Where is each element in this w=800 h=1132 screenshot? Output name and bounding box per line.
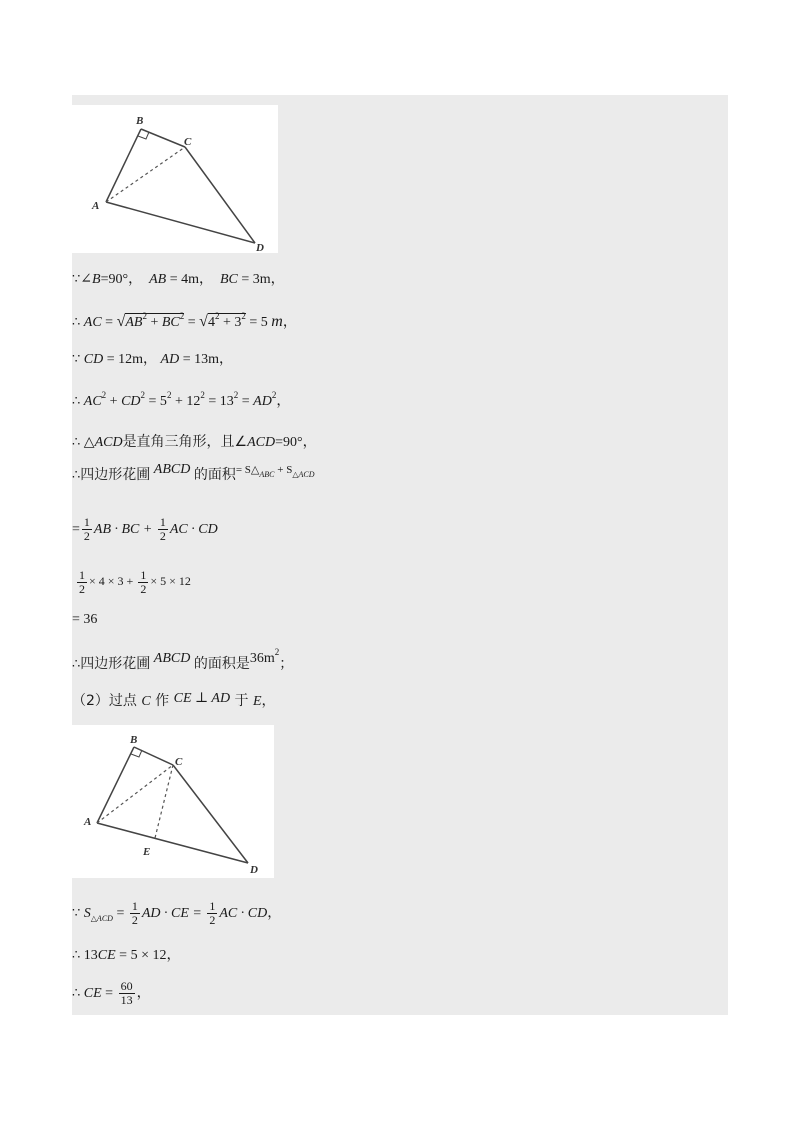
text: = 5 × 12， [115,948,181,963]
numerator: 1 [79,567,85,582]
exp: 2 [214,311,220,321]
text: = 3m， [237,272,285,287]
line-10 [72,648,293,675]
var: C [141,694,151,709]
label-c: C [184,136,192,148]
text: ， [282,315,297,330]
text: = S△ [235,464,260,476]
figure-1-svg [72,105,278,253]
text: 是直角三角形，且∠ [122,434,248,450]
diagonal-ac [97,765,173,823]
content-panel [72,95,728,1015]
line-9 [72,610,97,630]
text: × 5 × 12 [150,574,191,588]
line-14 [72,976,151,1012]
expression: AC · CD [219,906,268,921]
text: = 12m， [103,352,158,367]
text: 作 [150,693,174,709]
exp: 2 [166,390,172,400]
denominator: 2 [131,913,138,928]
var: ACD [247,435,276,450]
var: AB [125,315,143,330]
subscript: ABC [259,470,275,479]
figure-2-svg [72,725,274,878]
side-ab [97,747,134,823]
fraction [138,569,148,596]
denominator: 2 [209,913,216,928]
sqrt-sign: √ [199,313,208,330]
line-13 [72,946,180,966]
triangle-symbol: △ [83,435,95,450]
text: = [184,315,200,330]
text: 四边形花圃 [80,467,151,483]
text: （2）过点 [72,693,142,709]
angle-symbol: ∠ [80,272,93,287]
label-b: B [130,734,138,746]
expression: AC · CD [169,522,218,537]
exp: 2 [101,390,107,400]
side-cd [173,765,248,863]
exp: 2 [241,311,246,321]
exp: 2 [142,311,147,321]
text: = [112,906,128,921]
numerator: 1 [140,567,147,582]
text: = 36 [72,612,98,627]
therefore-symbol: ∴ [72,657,81,672]
line-6 [72,462,315,491]
exp: 2 [274,647,280,657]
text: ， [261,694,276,709]
text: =90°， [275,435,317,450]
var: AC [83,394,102,409]
text: + [106,394,122,409]
text: ， [267,906,282,921]
because-symbol: ∵ [72,272,81,287]
line-11 [72,691,276,712]
denominator: 2 [83,529,90,544]
numerator: 1 [209,899,216,914]
text: 4 [207,315,215,330]
numerator: 1 [159,515,166,530]
fraction [207,900,217,927]
label-d: D [250,864,258,876]
therefore-symbol: ∴ [72,986,81,1001]
denominator: 13 [120,993,133,1008]
line-7 [72,515,218,545]
label-c: C [175,756,183,768]
text: ， [136,986,151,1001]
var: CD [83,352,104,367]
denominator: 2 [79,581,85,596]
figure-quadrilateral-with-altitude [72,725,274,878]
radicand [208,313,246,330]
side-bc [141,129,185,147]
var: ACD [94,435,123,450]
numerator: 1 [131,899,138,914]
text: 四边形花圃 [80,656,151,672]
label-a: A [92,200,100,212]
unit: m [271,313,283,330]
denominator: 2 [140,581,147,596]
because-symbol: ∵ [72,906,81,921]
line-4 [72,385,290,412]
side-ab [106,129,141,202]
expression: AB · BC + [93,522,156,537]
var: ABCD [153,651,191,666]
sqrt-sign: √ [116,313,126,330]
expression: AD · CE = [141,906,206,921]
side-ad [106,202,255,243]
var: BC [161,315,180,330]
label-a: A [84,816,92,828]
fraction [158,516,168,543]
figure-quadrilateral [72,105,278,253]
text: = 5 [245,315,272,330]
fraction [130,900,140,927]
text: = 13m， [179,352,233,367]
text: 13 [83,948,98,963]
denominator: 2 [159,529,166,544]
var: AB [149,272,167,287]
line-8 [72,566,191,596]
var: AD [253,394,272,409]
var: CE [83,986,102,1001]
line-5 [72,432,317,453]
text: + S [274,464,293,476]
text: × 4 × 3 + [89,574,137,588]
expression: CE ⊥ AD [173,691,231,706]
text: + [146,315,162,330]
area-expression [235,464,315,479]
var: CE [97,948,116,963]
exp: 2 [200,390,205,400]
side-cd [185,147,255,243]
line-3 [72,350,233,370]
area-value [249,647,280,666]
subscript: △ACD [90,914,113,923]
subscript: △ACD [292,470,315,479]
exp: 2 [140,390,146,400]
side-ad [97,823,248,863]
line-2 [72,306,297,333]
altitude-ce [155,765,173,838]
therefore-symbol: ∴ [72,394,81,409]
exp: 2 [233,390,239,400]
text: 于 [230,693,253,709]
radicand [125,313,184,330]
text: = 4m， [166,272,213,287]
text: = [101,986,117,1001]
text: = [238,394,254,409]
therefore-symbol: ∴ [72,435,81,450]
text: = 13 [204,394,234,409]
text: 的面积 [193,467,236,483]
text: ； [279,657,294,672]
fraction [82,516,92,543]
numerator: 60 [120,979,133,994]
var: E [252,694,262,709]
text: 的面积是 [193,656,250,672]
var: CD [121,394,141,409]
text: + 12 [171,394,201,409]
diagonal-ac [106,147,185,202]
line-12 [72,899,281,934]
therefore-symbol: ∴ [72,948,81,963]
var: BC [219,272,238,287]
label-d: D [256,242,264,253]
fraction [119,980,135,1007]
var: B [92,272,101,287]
therefore-symbol: ∴ [72,468,81,483]
var: AC [83,315,102,330]
line-1 [72,270,285,290]
text: + 3 [219,315,242,330]
text: = [101,315,117,330]
text: = [72,522,80,537]
text: =90°， [100,272,143,287]
fraction [77,569,87,596]
label-b: B [136,115,144,127]
var: AD [160,352,180,367]
label-e: E [143,846,151,858]
therefore-symbol: ∴ [72,315,81,330]
text: ， [276,394,291,409]
numerator: 1 [83,515,90,530]
var: S [83,906,91,921]
text: 36m [249,651,275,666]
exp: 2 [179,311,185,321]
because-symbol: ∵ [72,352,81,367]
text: = 5 [145,394,167,409]
var: ABCD [153,462,191,477]
exp: 2 [271,390,277,400]
